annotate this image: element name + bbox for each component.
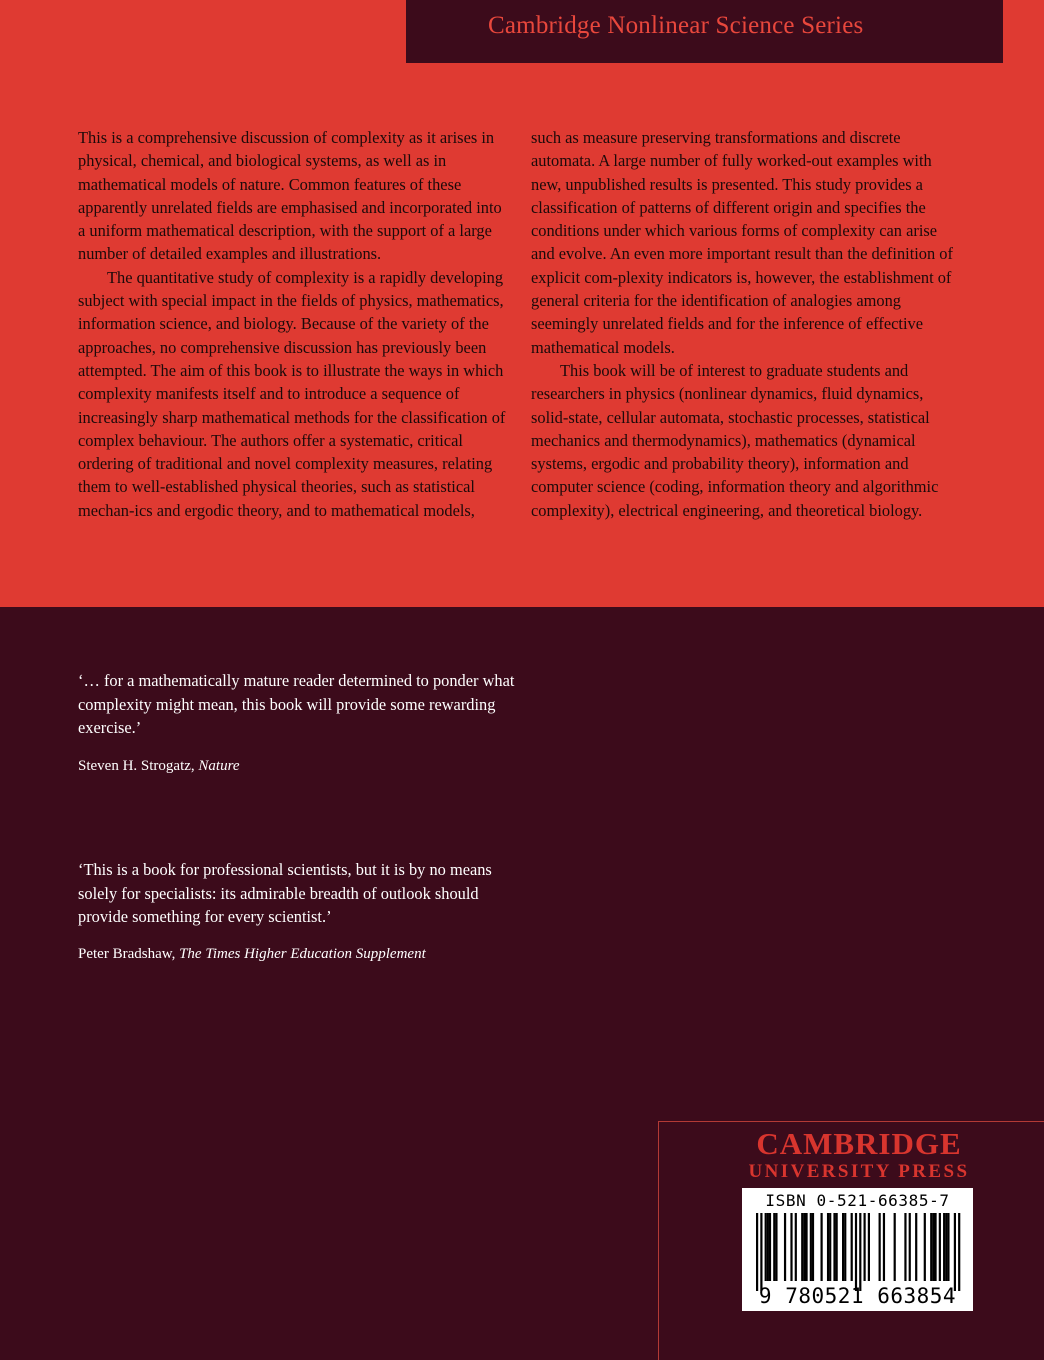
barcode-bar	[790, 1213, 792, 1281]
barcode-bar	[932, 1213, 934, 1281]
review-source: The Times Higher Education Supplement	[179, 946, 426, 962]
barcode-bar	[851, 1213, 853, 1281]
series-banner	[406, 0, 1003, 63]
barcode-bar	[765, 1213, 767, 1281]
barcode-bar	[801, 1213, 803, 1281]
barcode-bar	[945, 1213, 947, 1281]
barcode-bar	[833, 1213, 835, 1281]
barcode-bar	[844, 1213, 846, 1281]
review-source: Nature	[198, 758, 240, 774]
review-attribution-2	[78, 946, 426, 963]
isbn-label: ISBN 0-521-66385-7	[765, 1191, 950, 1210]
barcode-bar	[855, 1213, 857, 1291]
barcode-bar	[756, 1213, 758, 1291]
barcode-bar	[760, 1213, 762, 1291]
review-quote-text: ‘This is a book for professional scientists, but it is by no means solely for specialists: its admirable breadth of outlook should provide something for every scientist.’	[78, 860, 492, 927]
blurb-paragraph: The quantitative study of complexity is a rapidly developing subject with special impact in the fields of physics, mathematics, information science, and biology. Because of the variety of the approaches, no comprehensive discussion has previously been attempted. The aim of this book is to illustrate the ways in which complexity manifests itself and to introduce a sequence of increasingly sharp mathematical methods for the classification of complex behaviour. The authors offer a systematic, critical ordering of traditional and novel complexity measures, relating them to well-established physical theories, such as statistical mechan-ics and ergodic theory, and to mathematical models,	[78, 267, 506, 520]
barcode-bar	[773, 1213, 775, 1281]
blurb-paragraph: This book will be of interest to graduate students and researchers in physics (nonlinear dynamics, fluid dynamics, solid-state, cellular automata, stochastic processes, statistical mechanics and thermodynamics), mathematics (dynamical systems, ergodic and probability theory), information and computer science (coding, information theory and algorithmic complexity), electrical engineering, and theoretical biology.	[531, 360, 939, 520]
barcode-bar	[795, 1213, 797, 1281]
barcode-bar	[775, 1213, 777, 1281]
series-title: Cambridge Nonlinear Science Series	[488, 12, 864, 39]
barcode-bar	[827, 1213, 829, 1281]
barcode-bar	[803, 1213, 805, 1281]
barcode-bar	[812, 1213, 814, 1281]
review-author: Peter Bradshaw,	[78, 946, 176, 962]
barcode-bar	[821, 1213, 823, 1281]
barcode-bar	[930, 1213, 932, 1281]
blurb-right-column	[531, 126, 963, 522]
barcode-bar	[842, 1213, 844, 1281]
publisher-logo-subname: UNIVERSITY PRESS	[748, 1161, 970, 1182]
barcode-bar	[805, 1213, 807, 1281]
barcode-bar	[883, 1213, 885, 1281]
barcode-bar	[767, 1213, 769, 1281]
blurb-left-column	[78, 126, 510, 522]
barcode-bar	[939, 1213, 941, 1281]
barcode-bar	[868, 1213, 870, 1281]
review-quote-2	[78, 858, 518, 929]
barcode-bar	[859, 1213, 861, 1291]
review-author: Steven H. Strogatz,	[78, 758, 195, 774]
barcode-bar	[943, 1213, 945, 1281]
review-quote-1	[78, 669, 518, 740]
barcode-bar	[836, 1213, 838, 1281]
blurb-paragraph: This is a comprehensive discussion of complexity as it arises in physical, chemical, and biological systems, as well as in mathematical models of nature. Common features of these apparently unrelated fields are emphasised and incorporated into a uniform mathematical description, with the support of a large number of detailed examples and illustrations.	[78, 128, 502, 264]
barcode-bar	[894, 1213, 896, 1281]
barcode-bar	[904, 1213, 906, 1281]
barcode-bar	[810, 1213, 812, 1281]
barcode-bar	[915, 1213, 917, 1281]
barcode-bar	[958, 1213, 960, 1291]
barcode-bar	[934, 1213, 936, 1281]
barcode-bar	[879, 1213, 881, 1281]
barcode-bar	[864, 1213, 866, 1281]
review-quote-text: ‘… for a mathematically mature reader determined to ponder what complexity might mean, this book will provide some rewarding exercise.’	[78, 671, 515, 738]
publisher-logo-name: CAMBRIDGE	[756, 1126, 962, 1161]
barcode-bar	[769, 1213, 771, 1281]
isbn-barcode	[742, 1188, 973, 1311]
barcode-bar	[784, 1213, 786, 1281]
barcode-bar	[909, 1213, 911, 1281]
barcode-bar	[954, 1213, 956, 1291]
barcode-bar	[947, 1213, 949, 1281]
barcode-digits: 9 780521 663854	[758, 1284, 957, 1308]
barcode-bar	[829, 1213, 831, 1281]
barcode-bar	[924, 1213, 926, 1281]
review-attribution-1	[78, 758, 240, 775]
blurb-paragraph: such as measure preserving transformations and discrete automata. A large number of fully worked-out examples with new, unpublished results is presented. This study provides a classification of patterns of different origin and specifies the conditions under which various forms of complexity can arise and evolve. An even more important result than the definition of explicit com-plexity indicators is, however, the establishment of general criteria for the identification of analogies among seemingly unrelated fields and for the inference of effective mathematical models.	[531, 128, 953, 357]
